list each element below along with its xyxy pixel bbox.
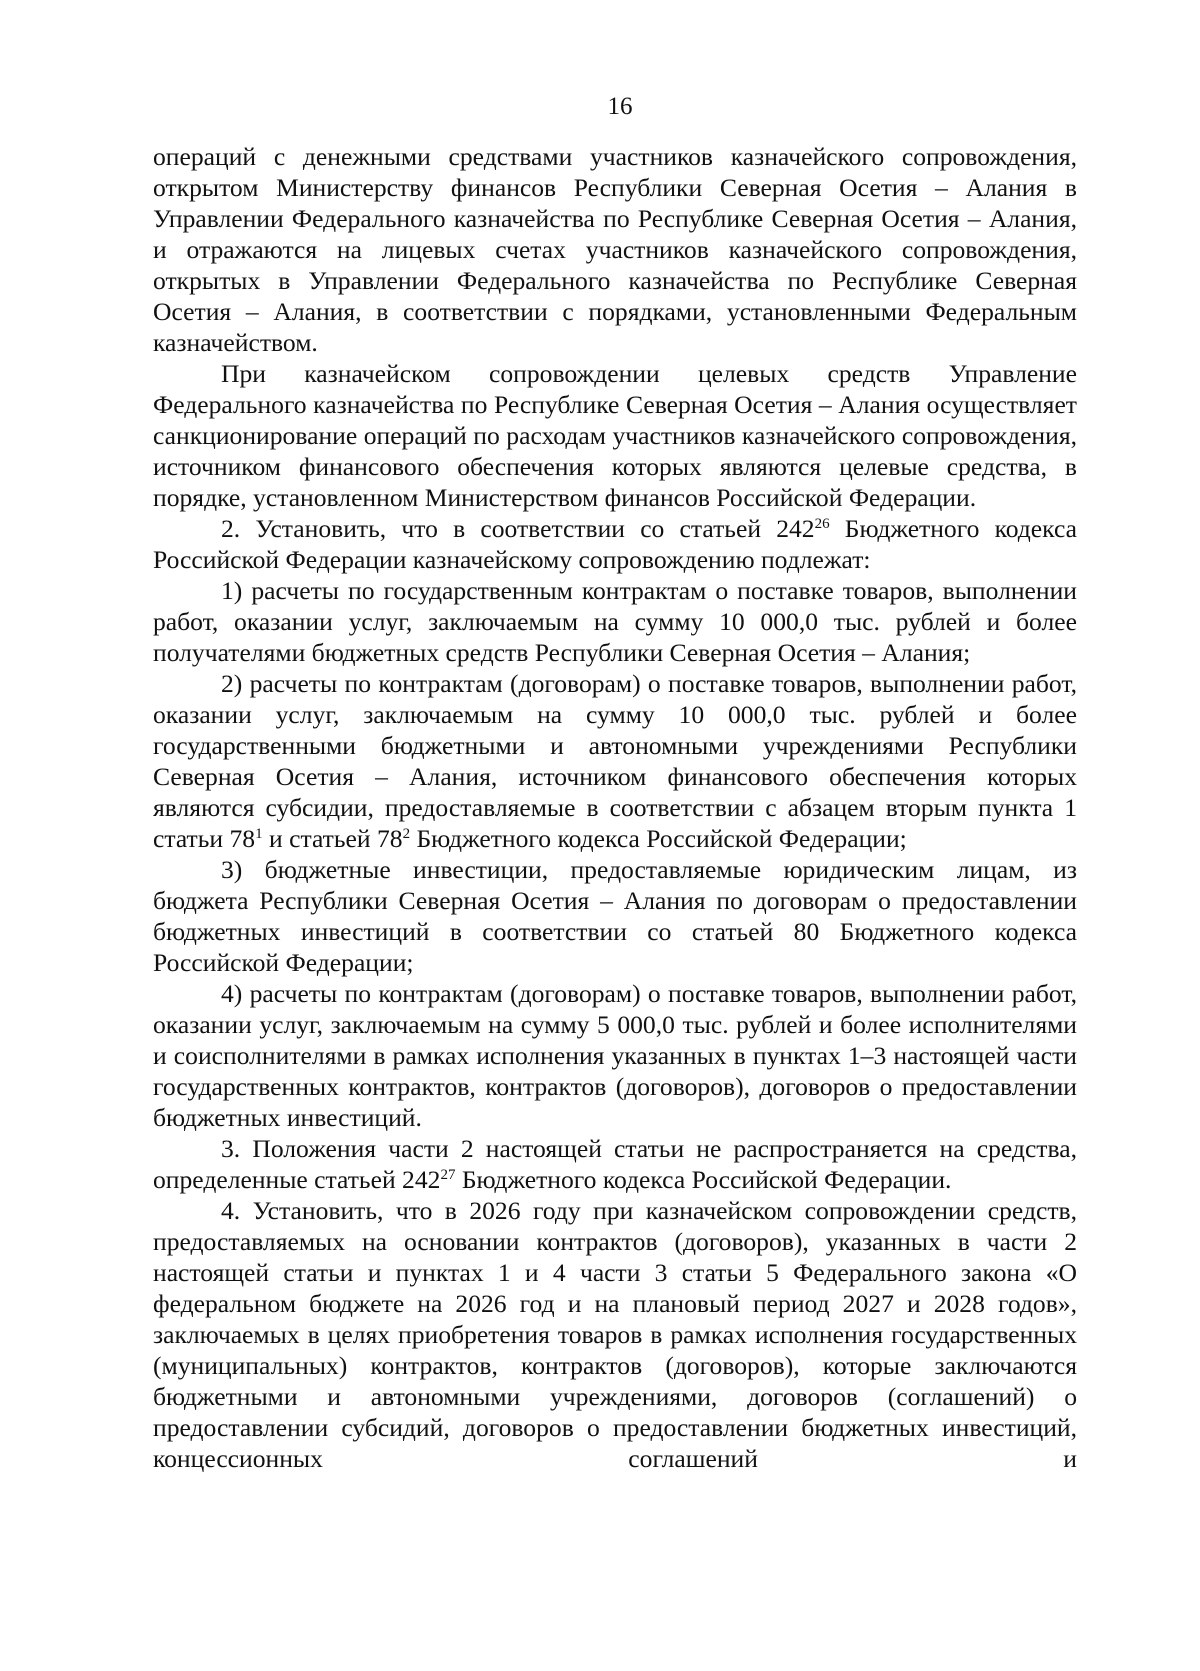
list-item-2 — [153, 668, 1077, 854]
list-item-1 — [153, 575, 1077, 668]
paragraph-text: 2) расчеты по контрактам (договорам) о поставке товаров, выполнении работ, оказании услуг, заключаемым на сумму 10 000,0 тыс. рублей и более государственными бюджетными и автономными учреждениями Республики Северная Осетия – Алания, источником финансового обеспечения которых являются субсидии, предоставляемые в соответствии с абзацем вторым пункта 1 статьи 78 — [153, 669, 1077, 853]
paragraph-text: 3. Положения части 2 настоящей статьи не распространяется на средства, определенные статьей 242 — [153, 1134, 1077, 1194]
paragraph-text: 4. Установить, что в 2026 году при казначейском сопровождении средств, предоставляемых на основании контрактов (договоров), указанных в части 2 настоящей статьи и пунктах 1 и 4 части 3 статьи 5 Федерального закона «О федеральном бюджете на 2026 год и на плановый период 2027 и 2028 годов», заключаемых в целях приобретения товаров в рамках исполнения государственных (муниципальных) контрактов, контрактов (договоров), которые заключаются бюджетными и автономными учреждениями, договоров (соглашений) о предоставлении субсидий, договоров о предоставлении бюджетных инвестиций, концессионных соглашений и — [153, 1196, 1077, 1473]
paragraph-item-2 — [153, 513, 1077, 575]
paragraph-text: 4) расчеты по контрактам (договорам) о поставке товаров, выполнении работ, оказании услуг, заключаемым на сумму 5 000,0 тыс. рублей и более исполнителями и соисполнителями в рамках исполнения указанных в пунктах 1–3 настоящей части государственных контрактов, контрактов (договоров), договоров о предоставлении бюджетных инвестиций. — [153, 979, 1077, 1132]
paragraph-item-3 — [153, 1133, 1077, 1195]
paragraph-item-4 — [153, 1195, 1077, 1474]
paragraph-text: Бюджетного кодекса Российской Федерации; — [410, 824, 907, 853]
paragraph-operations — [153, 141, 1077, 358]
paragraph-text: При казначейском сопровождении целевых средств Управление Федерального казначейства по Республике Северная Осетия – Алания осуществляет санкционирование операций по расходам участников казначейского сопровождения, источником финансового обеспечения которых являются целевые средства, в порядке, установленном Министерством финансов Российской Федерации. — [153, 359, 1077, 512]
superscript: 26 — [814, 516, 830, 532]
superscript: 1 — [255, 826, 263, 842]
list-item-3 — [153, 854, 1077, 978]
superscript: 2 — [402, 826, 411, 842]
paragraph-text: 3) бюджетные инвестиции, предоставляемые юридическим лицам, из бюджета Республики Северная Осетия – Алания по договорам о предоставлении бюджетных инвестиций в соответствии со статьей 80 Бюджетного кодекса Российской Федерации; — [153, 855, 1077, 977]
superscript: 27 — [440, 1167, 456, 1183]
paragraph-text: и статьей 78 — [262, 824, 403, 853]
document-body — [153, 141, 1077, 1474]
paragraph-text: Бюджетного кодекса Российской Федерации казначейскому сопровождению подлежат: — [153, 514, 1077, 574]
paragraph-text: 2. Установить, что в соответствии со статьей 242 — [221, 514, 815, 543]
paragraph-text: операций с денежными средствами участников казначейского сопровождения, открытом Министерству финансов Республики Северная Осетия – Алания в Управлении Федерального казначейства по Республике Северная Осетия – Алания, и отражаются на лицевых счетах участников казначейского сопровождения, открытых в Управлении Федерального казначейства по Республике Северная Осетия – Алания, в соответствии с порядками, установленными Федеральным казначейством. — [153, 142, 1077, 357]
list-item-4 — [153, 978, 1077, 1133]
paragraph-text: 1) расчеты по государственным контрактам о поставке товаров, выполнении работ, оказании услуг, заключаемым на сумму 10 000,0 тыс. рублей и более получателями бюджетных средств Республики Северная Осетия – Алания; — [153, 576, 1077, 667]
page-number: 16 — [607, 93, 633, 120]
paragraph-text: Бюджетного кодекса Российской Федерации. — [455, 1165, 952, 1194]
paragraph-treasury-support — [153, 358, 1077, 513]
